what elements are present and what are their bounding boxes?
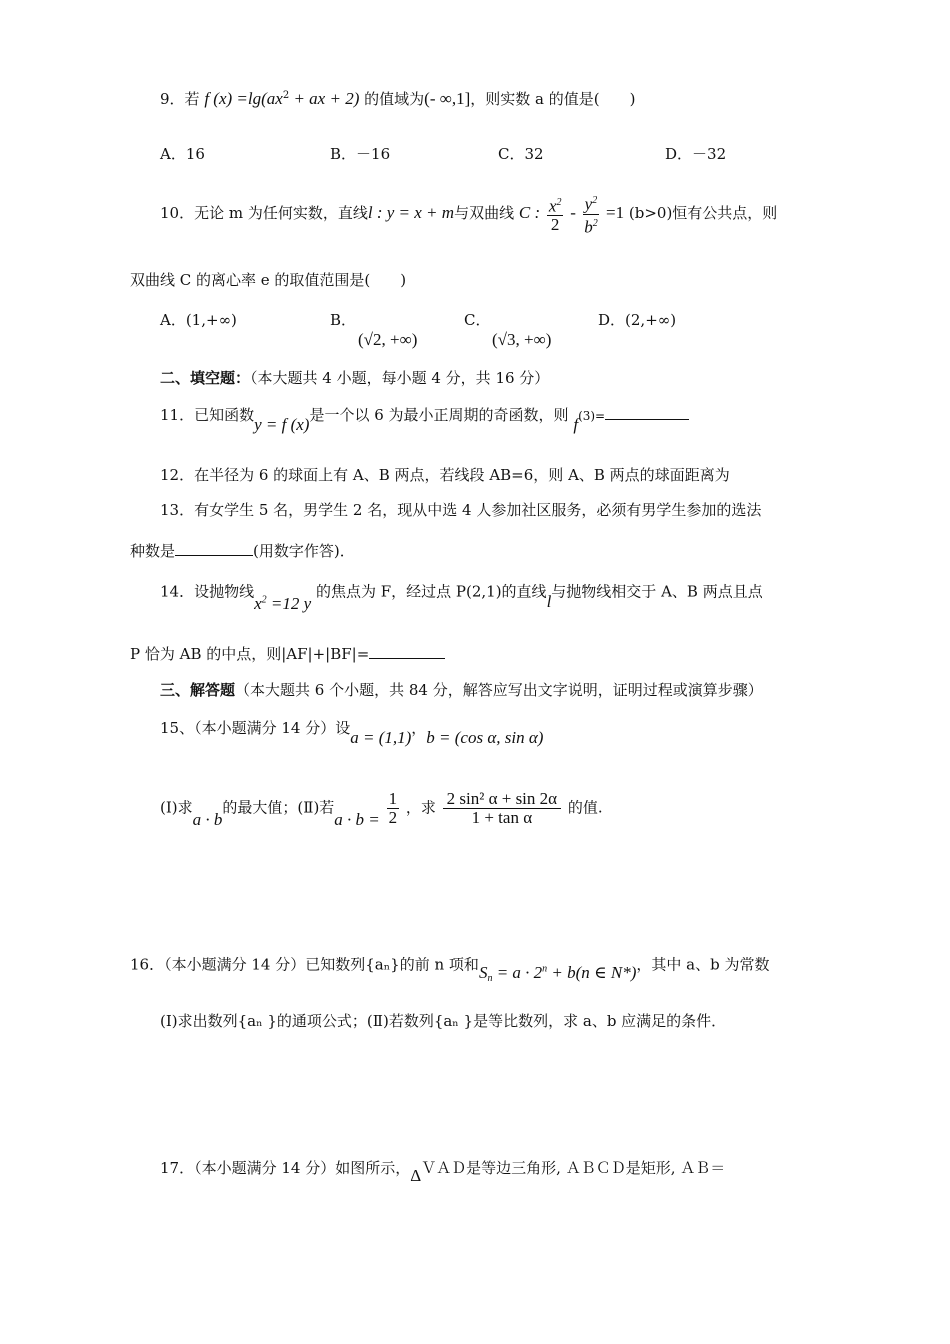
q14-answer-blank[interactable] [369, 644, 445, 659]
q10-option-c: C． (√3, +∞) [464, 311, 552, 349]
q10-option-a: A．(1,+∞) [160, 311, 237, 329]
question-13-line2: 种数是 (用数字作答)． [130, 542, 355, 560]
q10-line2: 双曲线 C 的离心率 e 的取值范围是( ) [130, 271, 407, 289]
question-16-parts: (Ⅰ)求出数列{aₙ }的通项公式；(Ⅱ)若数列{aₙ }是等比数列，求 a、b 应满足的条件． [160, 1012, 727, 1030]
q9-option-b: B．－16 [330, 145, 391, 163]
question-15-parts: (Ⅰ)求a · b的最大值；(Ⅱ)若a · b = $\frac{1}{2}$ ，求 $\frac{\text{2 sin² α + sin 2α}}{\text{1 + tan α}}$ 的值. [160, 789, 603, 829]
hyperbola-y-fraction: $\frac{y^2}{b^2}$ [583, 192, 600, 236]
q13-answer-blank[interactable] [175, 541, 253, 556]
q9-option-c: C．32 [498, 145, 544, 163]
question-12: 12．在半径为 6 的球面上有 A、B 两点，若线段 AB=6，则 A、B 两点的球面距离为 [160, 466, 730, 484]
q9-option-d: D．－32 [665, 145, 727, 163]
question-13: 13．有女学生 5 名，男学生 2 名，现从中选 4 人参加社区服务，必须有男学生参加的选法 [160, 501, 762, 519]
question-9: 9．若 f $(x) =\lg(ax^2$ + ax + 2) 的值域为(- ∞,1]，则实数 a 的值是( ) [160, 89, 636, 108]
question-17: 17．（本小题满分 14 分）如图所示，ΔＶＡＤ是等边三角形, ＡＢＣＤ是矩形, ＡＢ＝ [160, 1159, 726, 1185]
question-16: 16．（本小题满分 14 分）已知数列{aₙ}的前 n 项和$S_n = a \cdot 2^n + b(n$ ∈ N*)，其中 a、b 为常数 [130, 955, 770, 984]
question-14-line2: P 恰为 AB 的中点，则|AF|+|BF|= [130, 644, 445, 664]
question-10: 10．无论 m 为任何实数，直线l : y = x + m与双曲线 C : $\frac{x^2}{2}$ - $\frac{y^2}{b^2}$ =1 (b>0)恒有公共点，则 [160, 192, 777, 236]
section-2-heading: 二、填空题：（本大题共 4 小题，每小题 4 分，共 16 分） [160, 369, 550, 387]
section-3-heading: 三、解答题（本大题共 6 个小题，共 84 分，解答应写出文字说明，证明过程或演算步骤） [160, 681, 763, 699]
question-15: 15、（本小题满分 14 分）设a = (1,1)，b = (cos α, sin α) [160, 719, 544, 747]
hyperbola-x-fraction: $\frac{x^2}{2}$ [547, 194, 564, 235]
q9-option-a: A．16 [160, 145, 205, 163]
half-fraction: $\frac{1}{2}$ [388, 789, 398, 827]
q11-answer-blank[interactable] [605, 405, 689, 420]
question-11: 11．已知函数y = f (x)是一个以 6 为最小正周期的奇函数，则 f(3)= [160, 405, 689, 426]
q10-option-d: D．(2,+∞) [598, 311, 677, 329]
question-14: 14．设抛物线$x^2 =12$ y 的焦点为 F，经过点 P(2,1)的直线l与抛物线相交于 A、B 两点且点 [160, 582, 763, 613]
q10-option-b: B． (√2, +∞) [330, 311, 418, 349]
trig-expression-fraction: $\frac{\text{2 sin² α + sin 2α}}{\text{1 + tan α}}$ [443, 790, 561, 827]
